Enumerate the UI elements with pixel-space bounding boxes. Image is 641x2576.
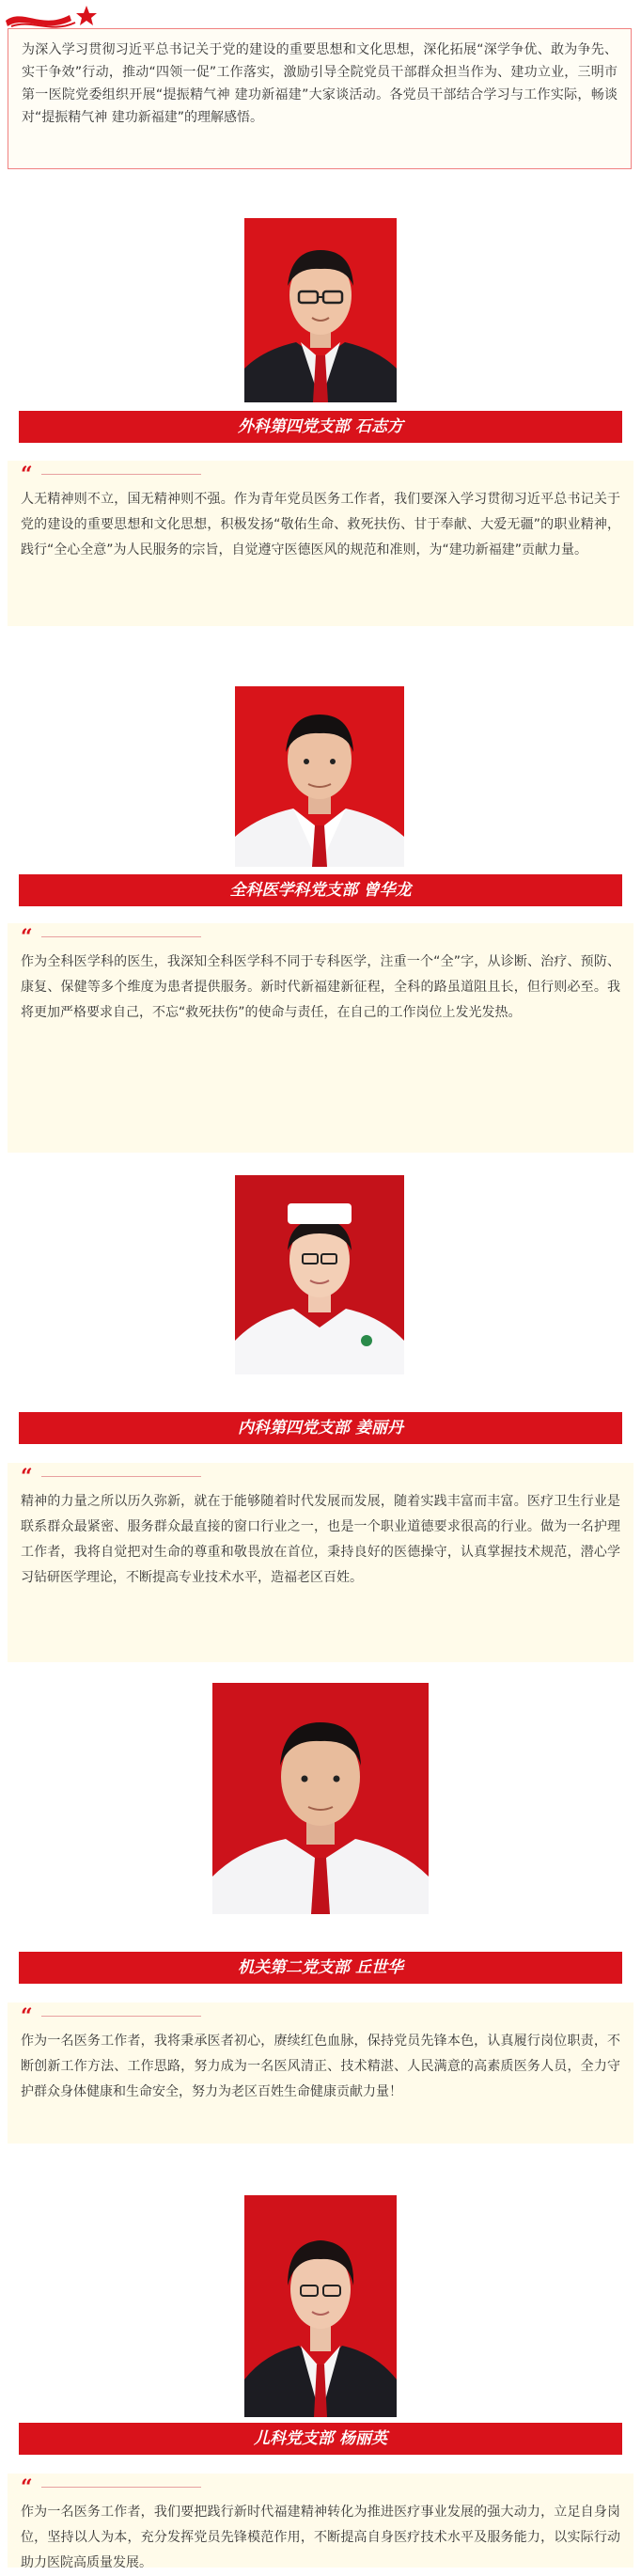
- name-caption: 机关第二党支部 丘世华: [19, 1952, 622, 1984]
- quote-mark-icon: “: [21, 2475, 33, 2500]
- quote-divider: [41, 474, 201, 475]
- portrait-photo: [235, 686, 404, 867]
- quote-divider: [41, 936, 201, 937]
- quote-card: [8, 1463, 633, 1662]
- quote-divider: [41, 2487, 201, 2488]
- quote-text: 作为一名医务工作者，我们要把践行新时代福建精神转化为推进医疗事业发展的强大动力，立足自身岗位，坚持以人为本，充分发挥党员先锋模范作用，不断提高自身医疗技术水平及服务能力，以实际行动助力医院高质量发展。: [21, 2505, 620, 2570]
- name-caption: 儿科党支部 杨丽英: [19, 2423, 622, 2455]
- profile-section: [0, 639, 641, 1166]
- quote-divider: [41, 1476, 201, 1477]
- portrait-photo: [212, 1683, 429, 1914]
- intro-section: [0, 0, 641, 179]
- quote-mark-icon: “: [21, 2004, 33, 2029]
- quote-text: 作为全科医学科的医生，我深知全科医学科不同于专科医学，注重一个“全”字，从诊断、治疗、预防、康复、保健等多个维度为患者提供服务。新时代新福建新征程，全科的路虽道阻且长，但行则必至。我将更加严格要求自己，不忘“救死扶伤”的使命与责任，在自己的工作岗位上发光发热。: [21, 954, 620, 1020]
- quote-divider: [41, 2016, 201, 2017]
- quote-text: 精神的力量之所以历久弥新，就在于能够随着时代发展而发展，随着实践丰富而丰富。医疗卫生行业是联系群众最紧密、服务群众最直接的窗口行业之一，也是一个职业道德要求很高的行业。做为一名护理工作者，我将自觉把对生命的尊重和敬畏放在首位，秉持良好的医德操守，认真掌握技术规范，潜心学习钻研医学理论，不断提高专业技术水平，造福老区百姓。: [21, 1494, 620, 1585]
- name-caption: 全科医学科党支部 曾华龙: [19, 874, 622, 906]
- quote-text: 人无精神则不立，国无精神则不强。作为青年党员医务工作者，我们要深入学习贯彻习近平总书记关于党的建设的重要思想和文化思想，积极发扬“敬佑生命、救死扶伤、甘于奉献、大爱无疆”的职业精神，践行“全心全意”为人民服务的宗旨，自觉遵守医德医风的规范和准则，为“建功新福建”贡献力量。: [21, 492, 620, 558]
- quote-mark-icon: “: [21, 925, 33, 950]
- quote-mark-icon: “: [21, 1465, 33, 1489]
- quote-card: [8, 923, 633, 1153]
- portrait-photo: [244, 218, 397, 402]
- portrait-photo: [235, 1175, 404, 1374]
- profile-section: [0, 2158, 641, 2575]
- profile-section: [0, 1166, 641, 1673]
- profile-section: [0, 179, 641, 639]
- name-caption: 外科第四党支部 石志方: [19, 411, 622, 443]
- quote-text: 作为一名医务工作者，我将秉承医者初心，赓续红色血脉，保持党员先锋本色，认真履行岗位职责，不断创新工作方法、工作思路，努力成为一名医风清正、技术精湛、人民满意的高素质医务人员，全力守护群众身体健康和生命安全，努力为老区百姓生命健康贡献力量！: [21, 2034, 620, 2099]
- name-caption: 内科第四党支部 姜丽丹: [19, 1412, 622, 1444]
- quote-card: [8, 2474, 633, 2568]
- intro-text: 为深入学习贯彻习近平总书记关于党的建设的重要思想和文化思想，深化拓展“深学争优、敢为争先、实干争效”行动，推动“四领一促”工作落实，激励引导全院党员干部群众担当作为、建功立业，三明市第一医院党委组织开展“提振精气神 建功新福建”大家谈活动。各党员干部结合学习与工作实际，畅谈对“提振精气神 建功新福建”的理解感悟。: [8, 28, 632, 169]
- profile-section: [0, 1673, 641, 2158]
- quote-card: [8, 2003, 633, 2144]
- quote-card: [8, 461, 633, 626]
- quote-mark-icon: “: [21, 463, 33, 487]
- portrait-photo: [244, 2195, 397, 2417]
